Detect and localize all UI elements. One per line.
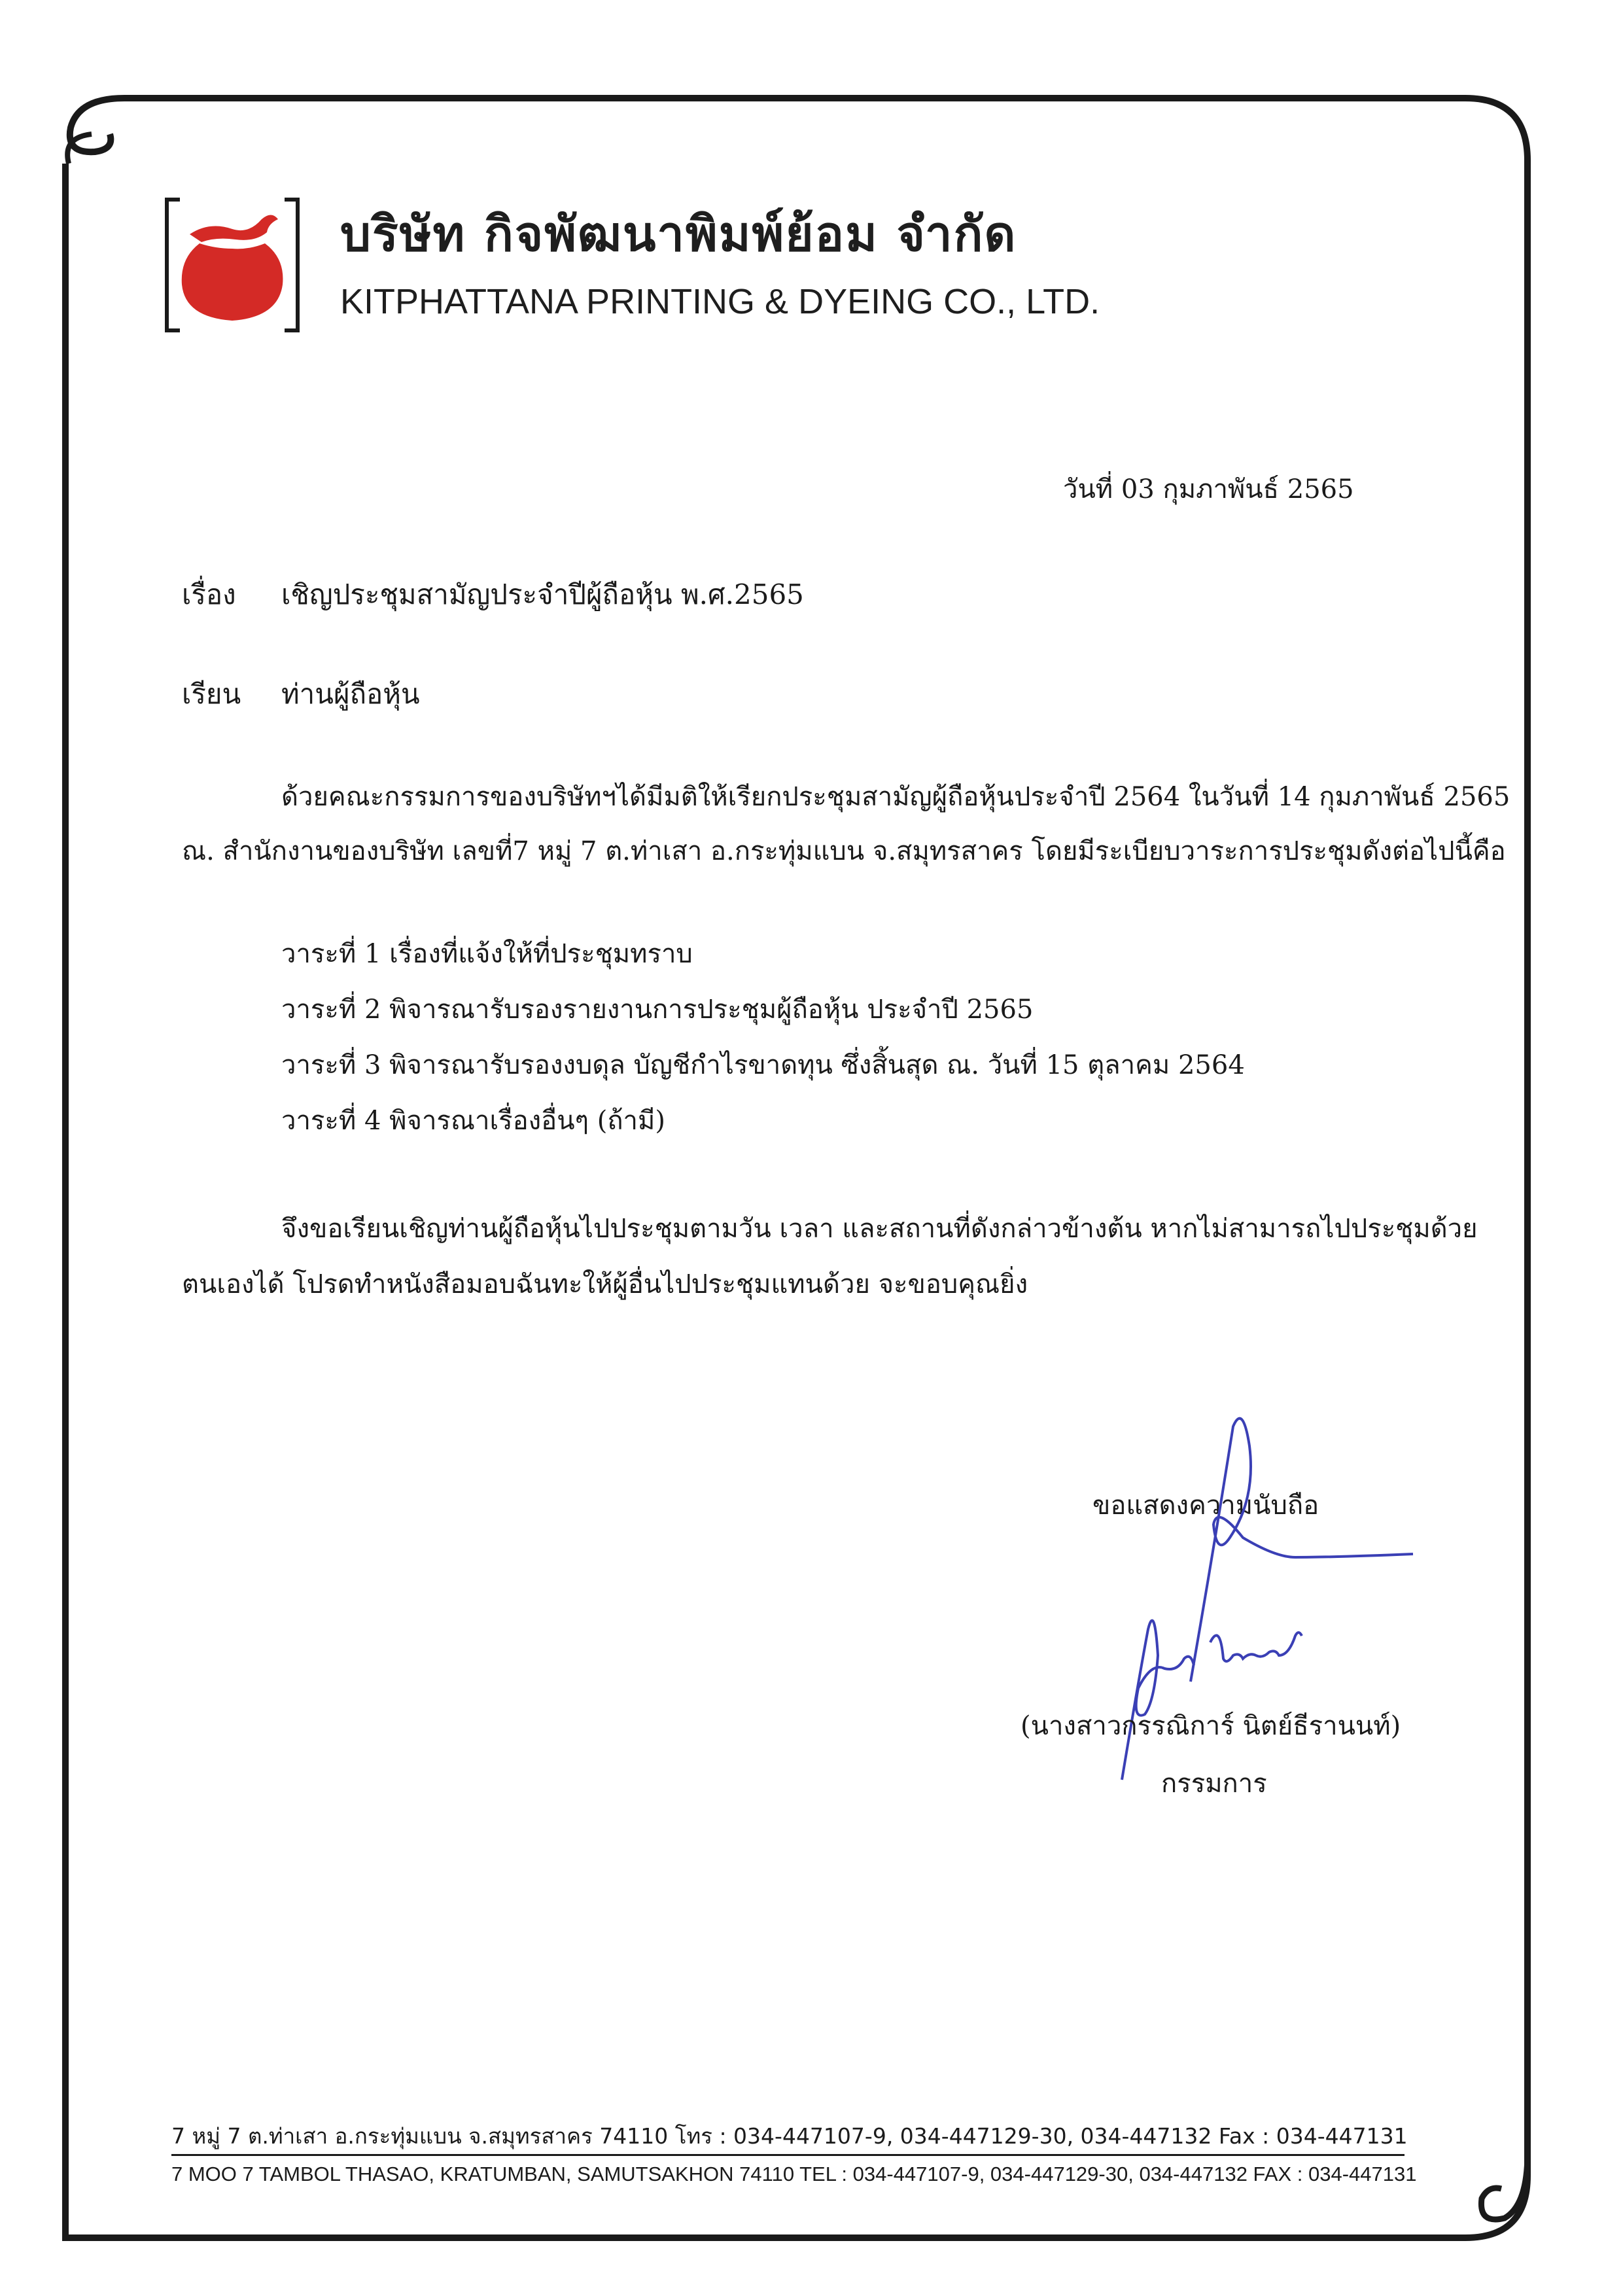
agenda-item-4: วาระที่ 4 พิจารณาเรื่องอื่นๆ (ถ้ามี) xyxy=(281,1106,665,1136)
recipient-label: เรียน xyxy=(182,678,241,710)
footer-address-english: 7 MOO 7 TAMBOL THASAO, KRATUMBAN, SAMUTSAKHON 74110 TEL : 034-447107-9, 034-447129-30, 034-447132 FAX : 034-447131 xyxy=(171,2163,1417,2185)
subject-label: เรื่อง xyxy=(182,578,236,610)
company-name-thai: บริษัท กิจพัฒนาพิมพ์ย้อม จำกัด xyxy=(340,206,1017,262)
recipient-text: ท่านผู้ถือหุ้น xyxy=(281,678,420,710)
paragraph-1-line-1: ด้วยคณะกรรมการของบริษัทฯได้มีมติให้เรียกประชุมสามัญผู้ถือหุ้นประจำปี 2564 ในวันที่ 14 กุมภาพันธ์ 2565 xyxy=(281,782,1510,812)
letter-date: วันที่ 03 กุมภาพันธ์ 2565 xyxy=(1063,474,1354,504)
signer-position: กรรมการ xyxy=(1161,1769,1267,1799)
paragraph-1-line-2: ณ. สำนักงานของบริษัท เลขที่7 หมู่ 7 ต.ท่าเสา อ.กระทุ่มแบน จ.สมุทรสาคร โดยมีระเบียบวาระการประชุมดังต่อไปนี้คือ xyxy=(182,836,1506,866)
paragraph-2-line-2: ตนเองได้ โปรดทำหนังสือมอบฉันทะให้ผู้อื่นไปประชุมแทนด้วย จะขอบคุณยิ่ง xyxy=(182,1269,1028,1299)
agenda-item-3: วาระที่ 3 พิจารณารับรองงบดุล บัญชีกำไรขาดทุน ซึ่งสิ้นสุด ณ. วันที่ 15 ตุลาคม 2564 xyxy=(281,1050,1245,1080)
footer-address-thai: 7 หมู่ 7 ต.ท่าเสา อ.กระทุ่มแบน จ.สมุทรสาคร 74110 โทร : 034-447107-9, 034-447129-30, 034-447132 Fax : 034-447131 xyxy=(171,2123,1408,2149)
agenda-item-2: วาระที่ 2 พิจารณารับรองรายงานการประชุมผู้ถือหุ้น ประจำปี 2565 xyxy=(281,995,1034,1025)
subject-text: เชิญประชุมสามัญประจำปีผู้ถือหุ้น พ.ศ.2565 xyxy=(281,578,804,610)
paragraph-2-line-1: จึงขอเรียนเชิญท่านผู้ถือหุ้นไปประชุมตามวัน เวลา และสถานที่ดังกล่าวข้างต้น หากไม่สามารถไปประชุมด้วย xyxy=(281,1214,1478,1244)
agenda-item-1: วาระที่ 1 เรื่องที่แจ้งให้ที่ประชุมทราบ xyxy=(281,939,693,969)
company-name-english: KITPHATTANA PRINTING & DYEING CO., LTD. xyxy=(340,282,1100,321)
footer-divider xyxy=(171,2154,1405,2156)
closing-text: ขอแสดงความนับถือ xyxy=(1092,1491,1319,1521)
red-pot-logo-icon xyxy=(164,196,301,334)
signer-name: (นางสาวกรรณิการ์ นิตย์ธีรานนท์) xyxy=(1021,1711,1401,1741)
